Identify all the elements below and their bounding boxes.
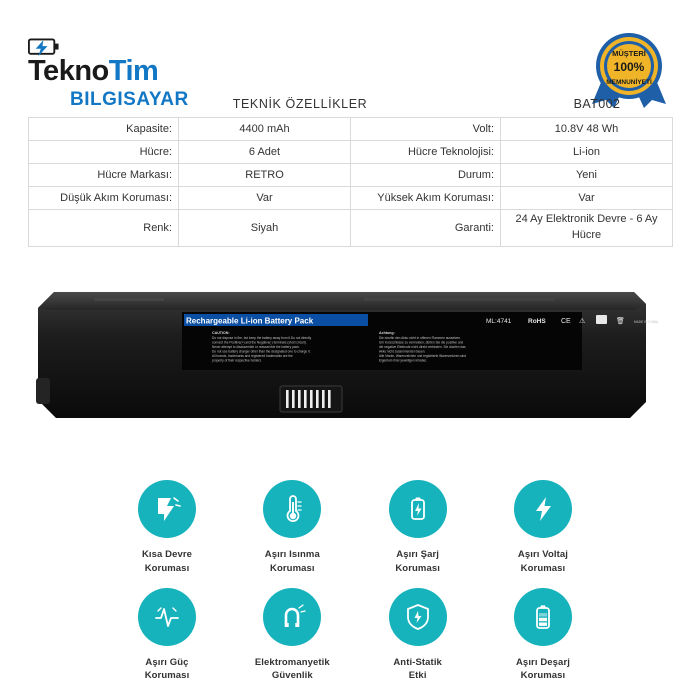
feature-item (361, 480, 475, 576)
table-row (29, 210, 673, 247)
table-row (29, 141, 673, 164)
battery-charge-icon (389, 480, 447, 538)
rohs-label: RoHS (528, 318, 546, 325)
svg-text:All brands, trademarks and reg: All brands, trademarks and registered trademarks are the (212, 354, 293, 358)
cell-value: RETRO (179, 164, 351, 187)
table-row (29, 118, 673, 141)
cell-value: 6 Adet (179, 141, 351, 164)
table-header-row (28, 97, 672, 111)
feature-caption: Aşırı Deşarj Koruması (515, 656, 570, 682)
crossed-bin-icon: 🗑 (616, 318, 625, 325)
origin-label: MADE IN CHINA (634, 320, 659, 324)
feature-item (110, 480, 224, 576)
thermometer-icon (263, 480, 321, 538)
shield-check-icon (389, 588, 447, 646)
svg-text:Do not dispose in fire, but ke: Do not dispose in fire, but keep the battery away from it.Do not directly (212, 336, 312, 340)
magnet-icon (263, 588, 321, 646)
brand-name (28, 57, 278, 86)
power-wave-icon (138, 588, 196, 646)
feature-caption: Kısa Devre Koruması (141, 549, 193, 574)
cell-label: Renk: (29, 210, 179, 247)
svg-text:connect the Positive(+) and th: connect the Positive(+) and the Negative(-) terminals (short circuit). (212, 340, 307, 345)
battery-model: ML:4741 (486, 318, 512, 325)
cell-label: Volt: (351, 118, 501, 141)
feature-caption: Aşırı Şarj Koruması (395, 549, 440, 574)
svg-text:die negative Elektrode nicht d: die negative Elektrode nicht direkt verbinden. Sie dosrfen das (379, 345, 466, 349)
specification-table (28, 117, 673, 247)
cell-value: Var (179, 187, 351, 210)
svg-text:Die dosrfin den Akku nicht in: Die dosrfin den Akku nicht in offenen Flammen ausselzen. (379, 336, 461, 340)
table-row (29, 187, 673, 210)
svg-text:100%: 100% (613, 60, 645, 74)
short-circuit-icon (138, 480, 196, 538)
cell-value: Var (501, 187, 673, 210)
cell-label: Kapasite: (29, 118, 179, 141)
cell-label: Durum: (351, 164, 501, 187)
cell-value: Li-ion (501, 141, 673, 164)
brand-subtitle: BILGISAYAR (70, 89, 189, 110)
cell-label: Yüksek Akım Koruması: (351, 187, 501, 210)
table-row (29, 164, 673, 187)
table-title: TEKNİK ÖZELLİKLER (232, 97, 368, 111)
cell-value: Yeni (501, 164, 673, 187)
svg-text:Never attempt to disassemble o: Never attempt to disassemble or reassemble the battery pack. (212, 345, 300, 349)
cell-value: 10.8V 48 Wh (501, 118, 673, 141)
svg-text:MÜŞTERİ: MÜŞTERİ (612, 49, 646, 58)
feature-row-1 (110, 480, 600, 576)
feature-caption: Aşırı Güç Koruması (144, 656, 190, 682)
svg-text:Um Kurzschlüsse zu vermeiden,: Um Kurzschlüsse zu vermeiden, dürfen Sie die positive und (379, 340, 464, 345)
feature-caption: Aşırı Voltaj Koruması (517, 549, 569, 574)
battery-caution-heading: CAUTION: (212, 331, 230, 335)
cell-value: 24 Ay Elektronik Devre - 6 Ay Hücre (501, 210, 673, 247)
feature-caption: Anti-Statik Etki (393, 656, 442, 682)
spacer (28, 97, 78, 111)
feature-icon-grid (110, 480, 600, 683)
lightning-bolt-icon (514, 480, 572, 538)
svg-text:Do not use battery charger oth: Do not use battery charger other than the designated one to charge it. (212, 349, 311, 354)
svg-text:Alle Marke, Warenzeichen und r: Alle Marke, Warenzeichen und registrierte Warenzeichen sind (379, 354, 467, 358)
feature-caption: Elektromanyetik Güvenlik (254, 656, 330, 682)
cell-value: 4400 mAh (179, 118, 351, 141)
battery-level-icon (514, 588, 572, 646)
cell-label: Hücre: (29, 141, 179, 164)
svg-text:Eigentum ihrer jeweiligen Inha: Eigentum ihrer jeweiligen Inhaber. (379, 358, 428, 363)
book-icon (596, 315, 607, 324)
feature-item (110, 588, 224, 684)
cell-label: Hücre Markası: (29, 164, 179, 187)
feature-row-2 (110, 588, 600, 684)
battery-achtung-heading: Achtung: (379, 331, 395, 335)
brand-name-part2: Tim (108, 55, 159, 87)
svg-text:property of their respective h: property of their respective holders. (212, 358, 262, 363)
product-code: BAT002 (573, 97, 621, 111)
feature-item (486, 588, 600, 684)
brand-name-part1: Tekno (28, 55, 109, 87)
battery-label-title: Rechargeable Li-ion Battery Pack (186, 316, 314, 326)
feature-item (235, 480, 349, 576)
warning-triangle-icon: ⚠ (579, 318, 586, 325)
feature-item (361, 588, 475, 684)
feature-item (486, 480, 600, 576)
cell-label: Garanti: (351, 210, 501, 247)
cell-label: Hücre Teknolojisi: (351, 141, 501, 164)
battery-product-image (34, 282, 666, 432)
ce-icon: CE (561, 318, 571, 325)
feature-item (235, 588, 349, 684)
cell-value: Siyah (179, 210, 351, 247)
svg-text:Akku nicht zusammender bauen.: Akku nicht zusammender bauen. (379, 349, 426, 354)
cell-label: Düşük Akım Koruması: (29, 187, 179, 210)
feature-caption: Aşırı Isınma Koruması (264, 549, 320, 574)
svg-text:MEMNUNİYETİ: MEMNUNİYETİ (606, 79, 652, 86)
